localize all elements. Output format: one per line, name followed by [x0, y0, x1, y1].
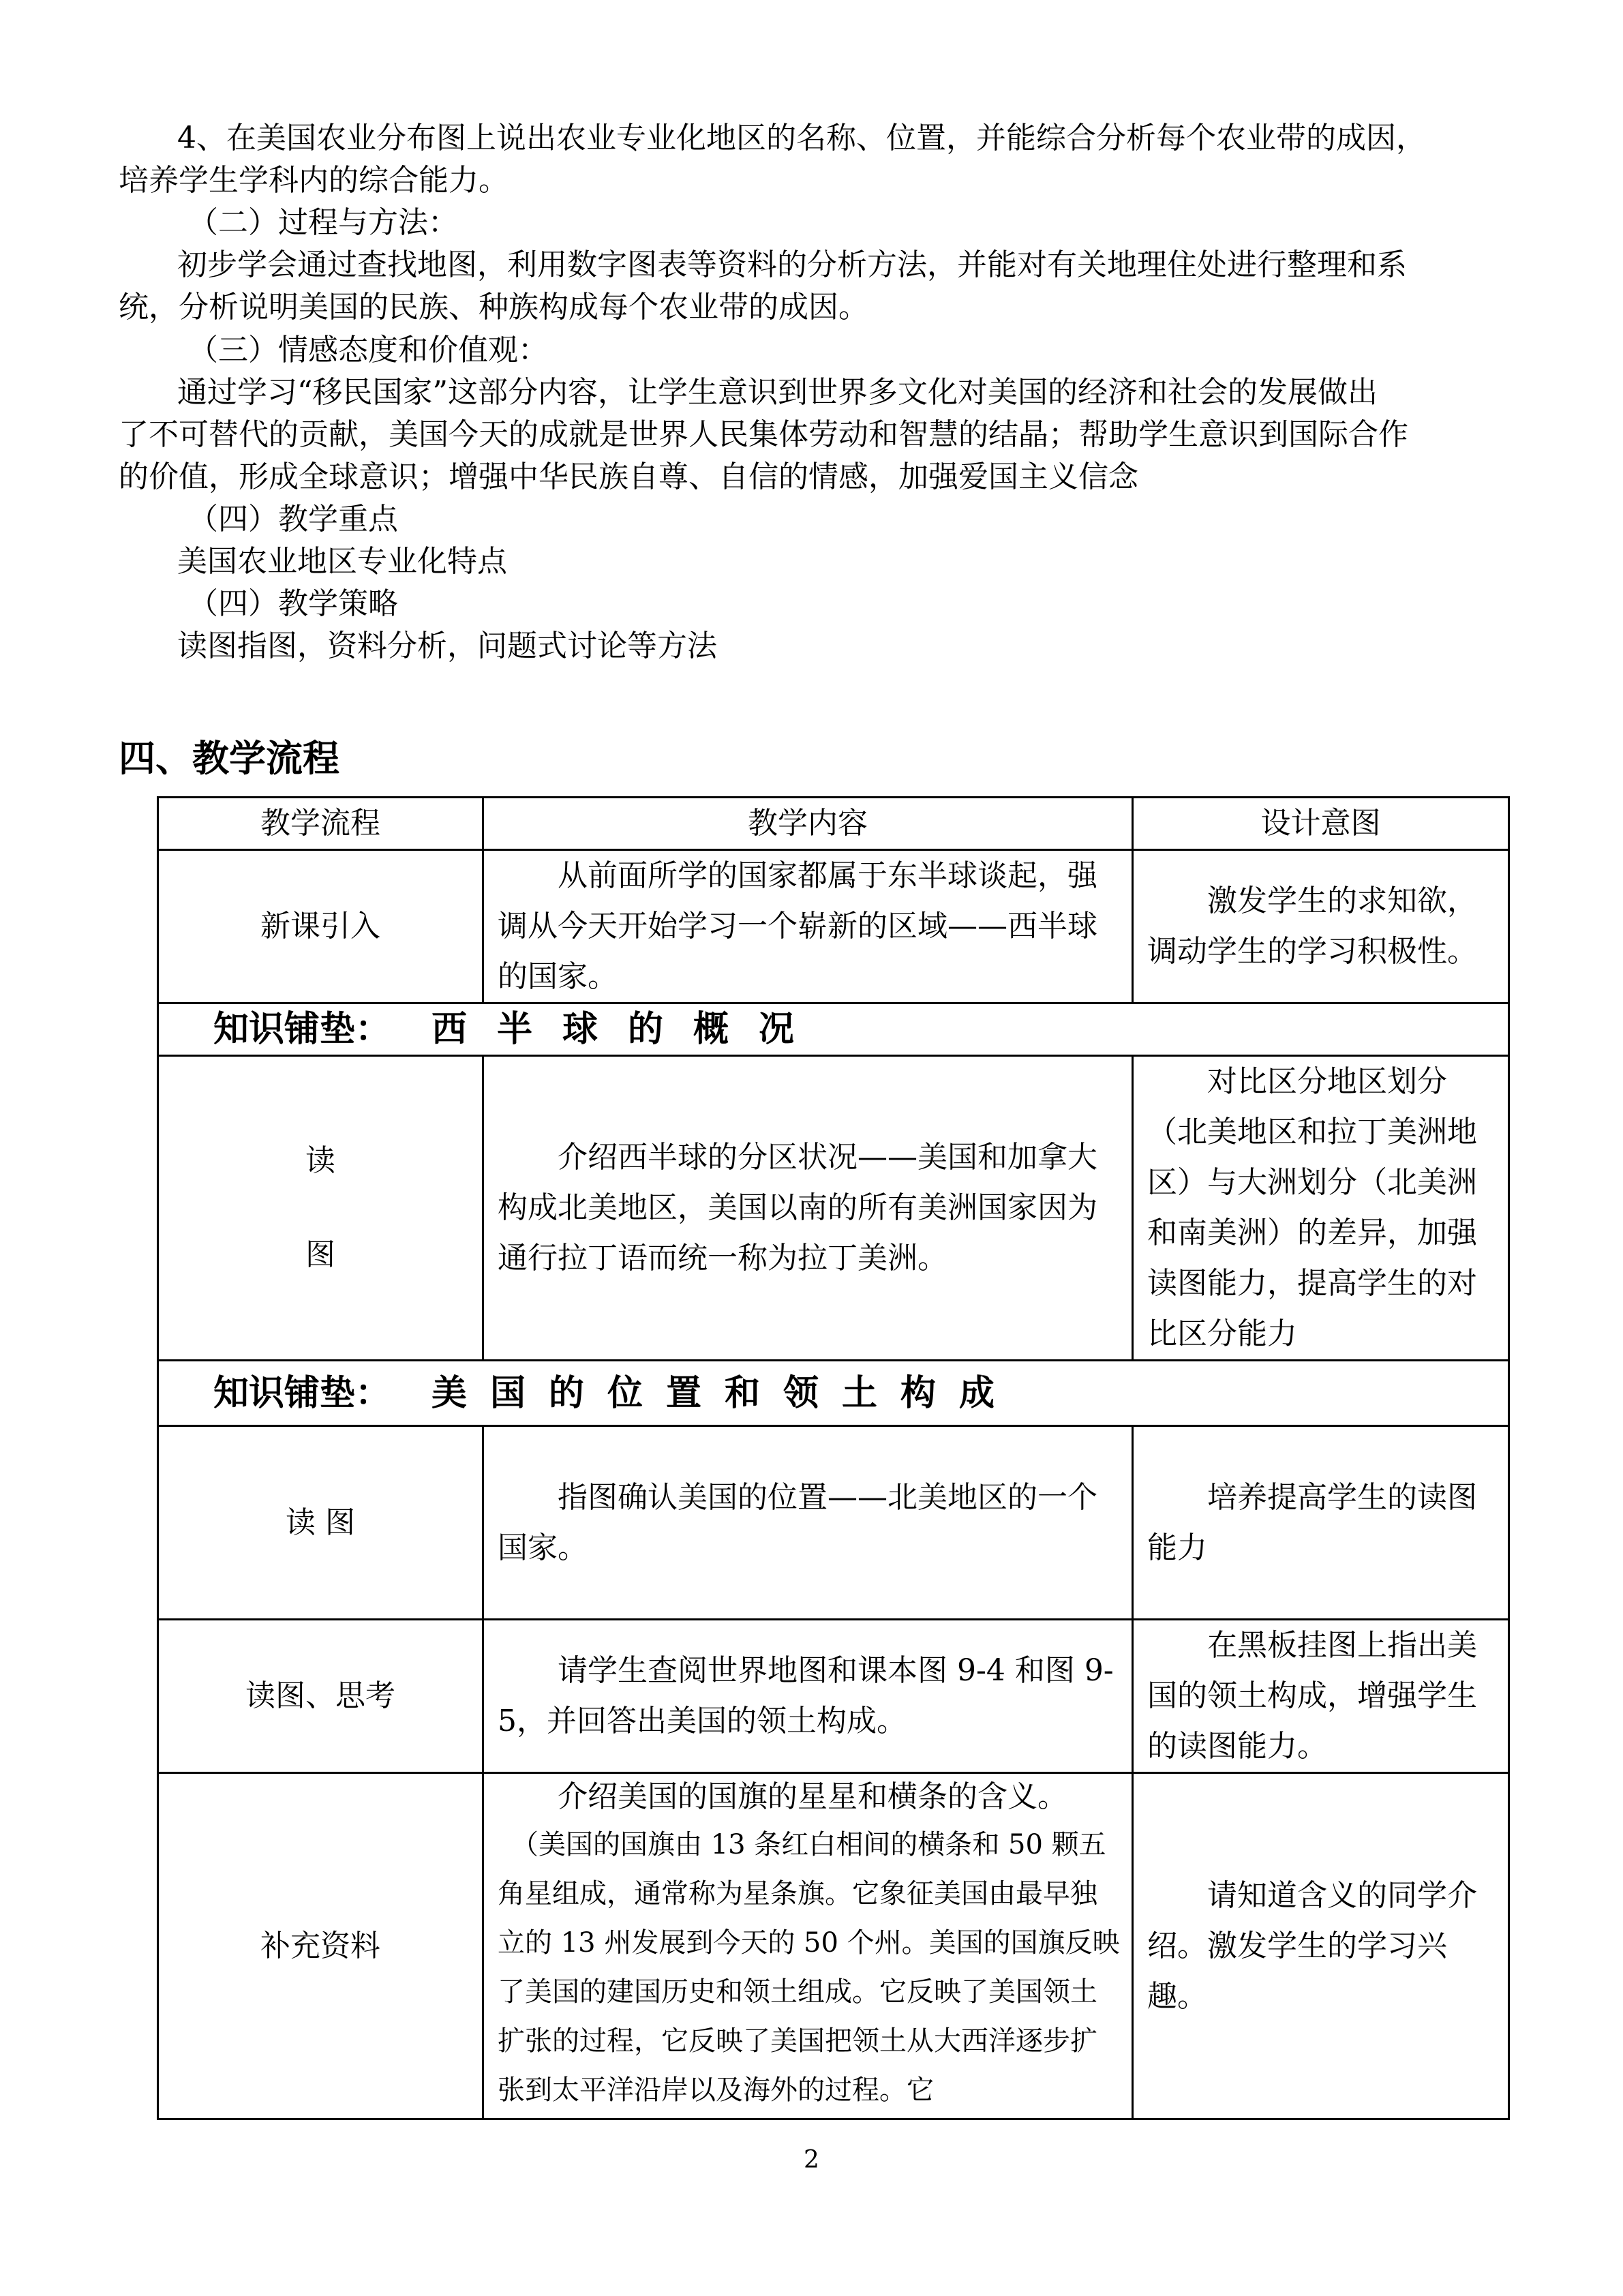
intro-line-12: （四）教学策略 [188, 586, 398, 621]
header-stage: 教学流程 [158, 798, 483, 850]
intro-line-7: 通过学习“移民国家”这部分内容，让学生意识到世界多文化对美国的经济和社会的发展做出 [177, 375, 1378, 410]
row-content-text: 介绍西半球的分区状况——美国和加拿大构成北美地区，美国以南的所有美洲国家因为通行拉丁语而统一称为拉丁美洲。 [498, 1140, 1097, 1275]
row-content [483, 850, 1133, 1003]
row-intent-text: 请知道含义的同学介绍。激发学生的学习兴趣。 [1147, 1877, 1477, 2014]
intro-line-10: （四）教学重点 [188, 502, 398, 537]
section-band-label: 知识铺垫： [213, 1372, 391, 1414]
section-band [158, 1003, 1509, 1056]
row-stage: 读 图 [158, 1426, 483, 1620]
intro-line-4: 初步学会通过查找地图，利用数字图表等资料的分析方法，并能对有关地理住处进行整理和系 [177, 247, 1407, 282]
page-number: 2 [804, 2146, 819, 2174]
section-band-topic: 西半球的概况 [431, 1009, 825, 1050]
row-stage: 补充资料 [158, 1773, 483, 2119]
table-row [158, 850, 1509, 1003]
section-band-label: 知识铺垫： [213, 1009, 391, 1050]
row-intent [1133, 1620, 1509, 1773]
intro-line-5: 统，分析说明美国的民族、种族构成每个农业带的成因。 [119, 290, 868, 324]
section-heading: 四、教学流程 [119, 737, 339, 780]
table-row [158, 1056, 1509, 1361]
section-band-topic: 美国的位置和领土构成 [431, 1372, 1018, 1414]
row-content [483, 1620, 1133, 1773]
intro-line-8: 了不可替代的贡献，美国今天的成就是世界人民集体劳动和智慧的结晶；帮助学生意识到国际合作 [119, 417, 1408, 452]
intro-line-2: 培养学生学科内的综合能力。 [119, 163, 509, 198]
row-stage: 读图、思考 [158, 1620, 483, 1773]
row-intent-text: 在黑板挂图上指出美国的领土构成，增强学生的读图能力。 [1147, 1628, 1477, 1764]
table-row [158, 1620, 1509, 1773]
row-content-title: 介绍美国的国旗的星星和横条的含义。 [558, 1779, 1067, 1814]
table-header-row [158, 798, 1509, 850]
row-intent [1133, 1773, 1509, 2119]
row-intent [1133, 1056, 1509, 1361]
intro-line-3: （二）过程与方法： [188, 205, 458, 240]
row-content-text: 请学生查阅世界地图和课本图 9-4 和图 9-5，并回答出美国的领土构成。 [498, 1653, 1114, 1738]
table-row [158, 1773, 1509, 2119]
row-content [483, 1426, 1133, 1620]
row-stage-part-a: 读 [305, 1143, 335, 1178]
section-band-cell [158, 1361, 1509, 1426]
row-intent [1133, 1426, 1509, 1620]
row-intent-text: 激发学生的求知欲，调动学生的学习积极性。 [1147, 883, 1477, 969]
row-intent-text: 培养提高学生的读图能力 [1147, 1479, 1477, 1565]
intro-line-13: 读图指图，资料分析，问题式讨论等方法 [177, 629, 717, 663]
intro-line-9: 的价值，形成全球意识；增强中华民族自尊、自信的情感，加强爱国主义信念 [119, 459, 1138, 494]
section-band [158, 1361, 1509, 1426]
intro-line-11: 美国农业地区专业化特点 [177, 544, 507, 579]
row-intent-text: 对比区分地区划分（北美地区和拉丁美洲地区）与大洲划分（北美洲和南美洲）的差异，加强读图能力，提高学生的对比区分能力 [1147, 1064, 1477, 1351]
row-stage [158, 1056, 483, 1361]
row-content-text: 指图确认美国的位置——北美地区的一个国家。 [498, 1479, 1097, 1565]
intro-line-1: 4、在美国农业分布图上说出农业专业化地区的名称、位置，并能综合分析每个农业带的成因， [177, 121, 1426, 155]
row-content [483, 1056, 1133, 1361]
row-stage-part-b: 图 [305, 1237, 335, 1272]
row-intent [1133, 850, 1509, 1003]
table-row [158, 1426, 1509, 1620]
row-stage: 新课引入 [158, 850, 483, 1003]
row-content-text: 从前面所学的国家都属于东半球谈起，强调从今天开始学习一个崭新的区域——西半球的国家。 [498, 858, 1097, 994]
row-content-detail: （美国的国旗由 13 条红白相间的横条和 50 颗五角星组成，通常称为星条旗。它象征美国由最早独立的 13 州发展到今天的 50 个州。美国的国旗反映了美国的建国历史和领土组成。它反映了美国领土扩张的过程，它反映了美国把领土从大西洋逐步扩张到太平洋沿岸以及海外的过程。它 [498, 1829, 1120, 2106]
header-content: 教学内容 [483, 798, 1133, 850]
section-band-cell [158, 1003, 1509, 1056]
intro-line-6: （三）情感态度和价值观： [188, 333, 548, 367]
row-content [483, 1773, 1133, 2119]
header-intent: 设计意图 [1133, 798, 1509, 850]
teaching-flow-table [157, 796, 1510, 2120]
